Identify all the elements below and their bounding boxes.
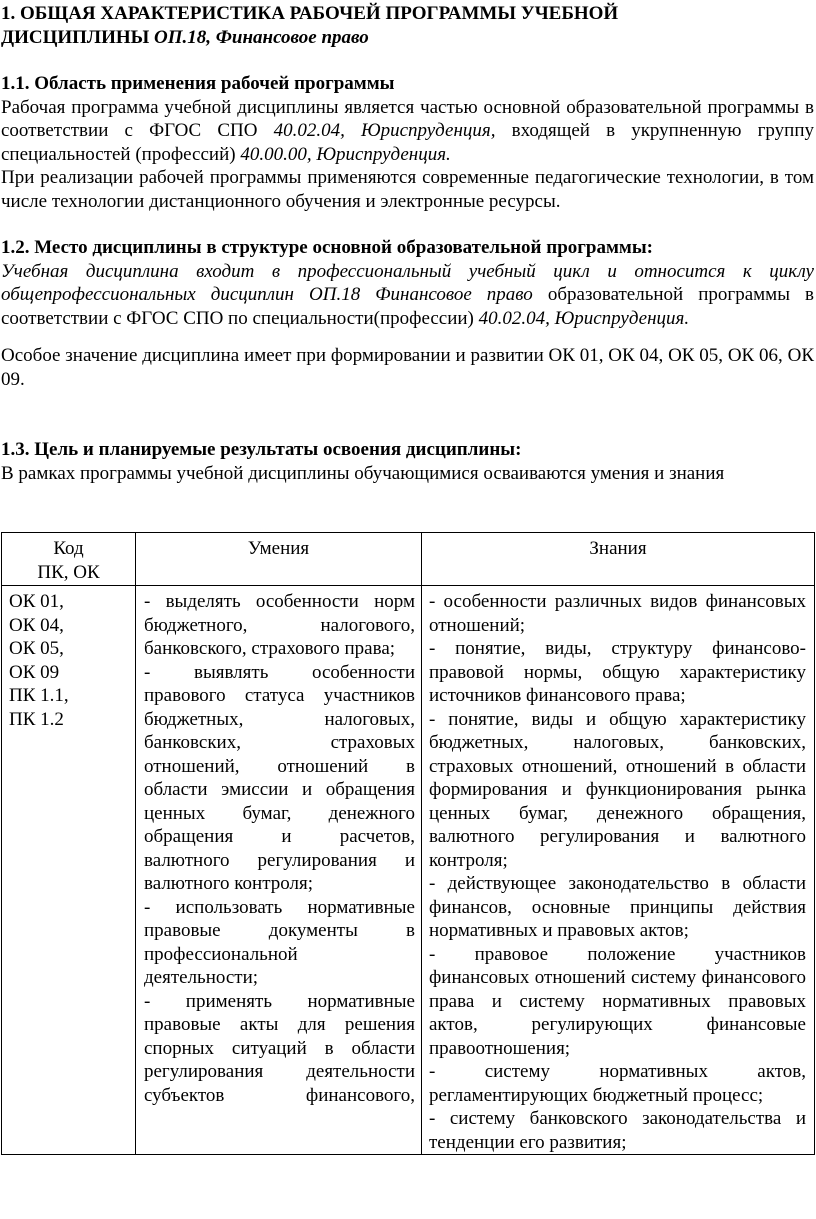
skill-item: - применять нормативные правовые акты для решения спорных ситуаций в области регулирования деятельности субъектов финансового,: [144, 990, 415, 1106]
code-item: ПК 1.1,: [9, 685, 69, 706]
header-knowledge: Знания: [422, 533, 815, 586]
knowledge-item: - понятие, виды, структуру финансово-правовой нормы, общую характеристику источников финансового права;: [429, 638, 806, 706]
code-item: ОК 04,: [9, 614, 64, 636]
knowledge-item: - систему нормативных актов, регламентирующих бюджетный процесс;: [429, 1061, 806, 1106]
header-code: Код ПК, ОК: [2, 533, 136, 586]
paragraph-1-1-technologies: При реализации рабочей программы применяются современные педагогические технологии, в том числе технологии дистанционного обучения и электронные ресурсы.: [1, 167, 814, 212]
paragraph-1-3-intro: В рамках программы учебной дисциплины обучающимися осваиваются умения и знания: [1, 462, 725, 484]
heading-1-1: 1.1. Область применения рабочей программы: [1, 73, 395, 94]
code-item: ОК 09: [9, 661, 60, 683]
skill-item: - использовать нормативные правовые документы в профессиональной деятельности;: [144, 896, 415, 988]
skill-item: - выявлять особенности правового статуса участников бюджетных, налоговых, банковских, страховых отношений, отношений в области эмиссии и обращения ценных бумаг, денежного обращения и расчетов, валютного регулирования и валютного контроля;: [144, 661, 415, 894]
codes-cell: [2, 586, 136, 1155]
table-header-row: [2, 533, 815, 586]
code-item: ПК 1.2: [9, 708, 64, 730]
knowledge-item: - систему банковского законодательства и тенденции его развития;: [429, 1108, 806, 1153]
paragraph-1-1-scope: Рабочая программа учебной дисциплины является частью основной образовательной программы в соответствии с ФГОС СПО 40.02.04, Юриспруденция, входящей в укрупненную группу специальностей (профессий) 40.00.00, Юриспруденция.: [1, 96, 814, 165]
section-title: [1, 2, 814, 49]
paragraph-1-2-place: Учебная дисциплина входит в профессиональный учебный цикл и относится к циклу общепрофессиональных дисциплин ОП.18 Финансовое право образовательной программы в соответствии с ФГОС СПО по специальности(профессии) 40.02.04, Юриспруденция.: [1, 260, 814, 329]
code-item: ОК 01,: [9, 591, 64, 612]
knowledge-item: - правовое положение участников финансовых отношений систему финансового права и систему нормативных правовых актов, регулирующих финансовые правоотношения;: [429, 943, 806, 1059]
title-line-1: 1. ОБЩАЯ ХАРАКТЕРИСТИКА РАБОЧЕЙ ПРОГРАММЫ УЧЕБНОЙ: [1, 3, 619, 24]
document-page: [0, 2, 816, 1155]
heading-1-2: 1.2. Место дисциплины в структуре основной образовательной программы:: [1, 237, 654, 258]
header-skills: Умения: [136, 533, 422, 586]
title-line-2: ДИСЦИПЛИНЫ: [1, 26, 155, 48]
code-item: ОК 05,: [9, 638, 64, 659]
knowledge-item: - действующее законодательство в области финансов, основные принципы действия нормативных и правовых актов;: [429, 873, 806, 941]
title-discipline-name: ОП.18, Финансовое право: [154, 26, 369, 48]
skill-item: - выделять особенности норм бюджетного, налогового, банковского, страхового права;: [144, 591, 415, 659]
heading-1-3: 1.3. Цель и планируемые результаты освоения дисциплины:: [1, 439, 522, 460]
knowledge-item: - понятие, виды и общую характеристику бюджетных, налоговых, банковских, страховых отношений, отношений в области формирования и функционирования рынка ценных бумаг, денежного обращения, валютного регулирования и валютного контроля;: [429, 708, 806, 871]
competencies-table: [1, 532, 815, 1155]
paragraph-1-2-competencies: Особое значение дисциплина имеет при формировании и развитии ОК 01, ОК 04, ОК 05, ОК 06, ОК 09.: [1, 345, 814, 390]
skills-cell: [136, 586, 422, 1155]
table-row: [2, 586, 815, 1155]
knowledge-cell: [422, 586, 815, 1155]
knowledge-item: - особенности различных видов финансовых отношений;: [429, 591, 806, 636]
